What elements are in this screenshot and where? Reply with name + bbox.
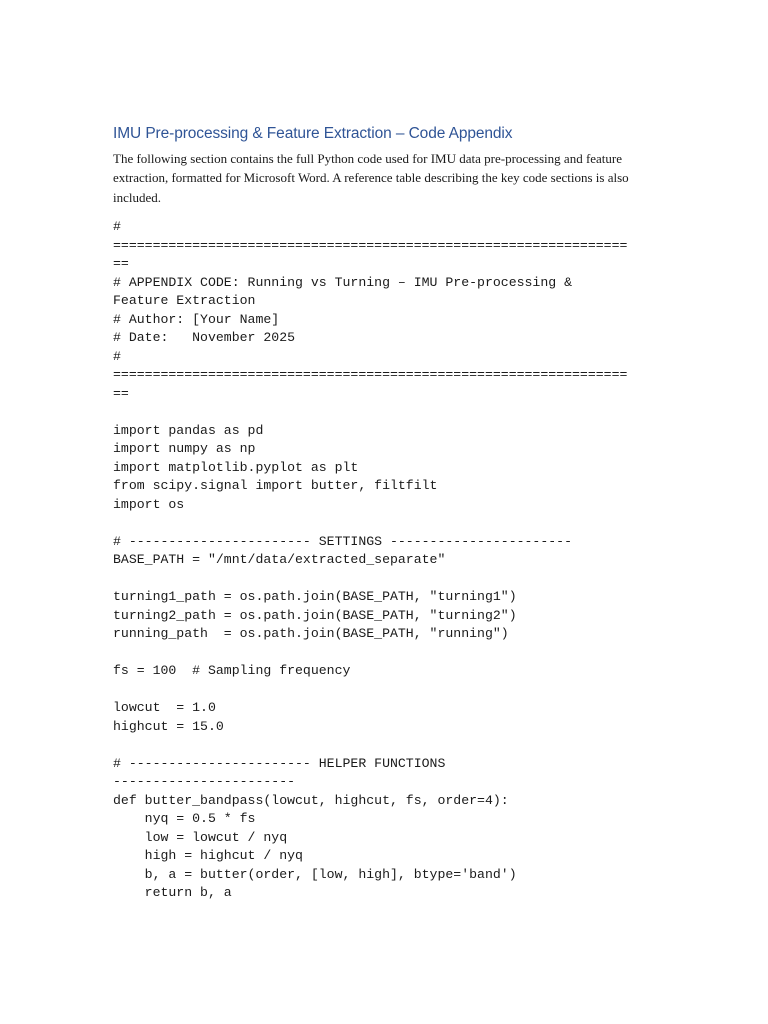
code-line: import numpy as np [113,441,256,456]
code-line: == [113,385,129,401]
code-line: highcut = 15.0 [113,718,224,734]
code-line: b, a = butter(order, [low, high], btype='band') [113,866,517,882]
code-line: # Date: November 2025 [113,330,296,345]
code-line: turning1_path = os.path.join(BASE_PATH, "turning1") [113,589,517,604]
code-line: # ----------------------- SETTINGS ----------------------- [113,533,572,549]
code-line [113,570,658,589]
intro-paragraph: The following section contains the full Python code used for IMU data pre-processing and feature extraction, formatted for Microsoft Word. A reference table describing the key code sections is also included. [113,151,629,205]
code-line: # [113,219,121,234]
code-line: nyq = 0.5 * fs [113,811,256,826]
code-line: return b, a [113,885,232,900]
code-line: == [113,256,129,271]
code-line: lowcut = 1.0 [113,700,216,715]
code-line: # Author: [Your Name] [113,311,280,327]
code-line: high = highcut / nyq [113,848,303,863]
code-block [113,218,658,903]
code-line: turning2_path = os.path.join(BASE_PATH, "turning2") [113,607,517,623]
code-line: BASE_PATH = "/mnt/data/extracted_separate" [113,552,446,567]
code-line: import pandas as pd [113,422,264,438]
code-line: import os [113,496,185,512]
code-line [113,681,658,700]
code-line: running_path = os.path.join(BASE_PATH, "running") [113,626,509,641]
code-line: from scipy.signal import butter, filtfilt [113,478,438,493]
code-line: low = lowcut / nyq [113,829,288,845]
section-heading: IMU Pre-processing & Feature Extraction – Code Appendix [113,125,513,142]
code-line [113,644,658,663]
code-line: # APPENDIX CODE: Running vs Turning – IMU Pre-processing & [113,274,572,290]
code-line: ================================================================= [113,367,628,382]
code-line [113,736,658,755]
code-line: fs = 100 # Sampling frequency [113,663,351,678]
code-line: def butter_bandpass(lowcut, highcut, fs, order=4): [113,792,509,808]
code-line: ================================================================= [113,237,628,253]
code-line: # [113,348,121,364]
code-line [113,514,658,533]
code-line: ----------------------- [113,774,296,789]
code-line: import matplotlib.pyplot as plt [113,459,359,475]
code-line [113,403,658,422]
code-line: Feature Extraction [113,293,256,308]
code-line: # ----------------------- HELPER FUNCTIONS [113,755,446,771]
